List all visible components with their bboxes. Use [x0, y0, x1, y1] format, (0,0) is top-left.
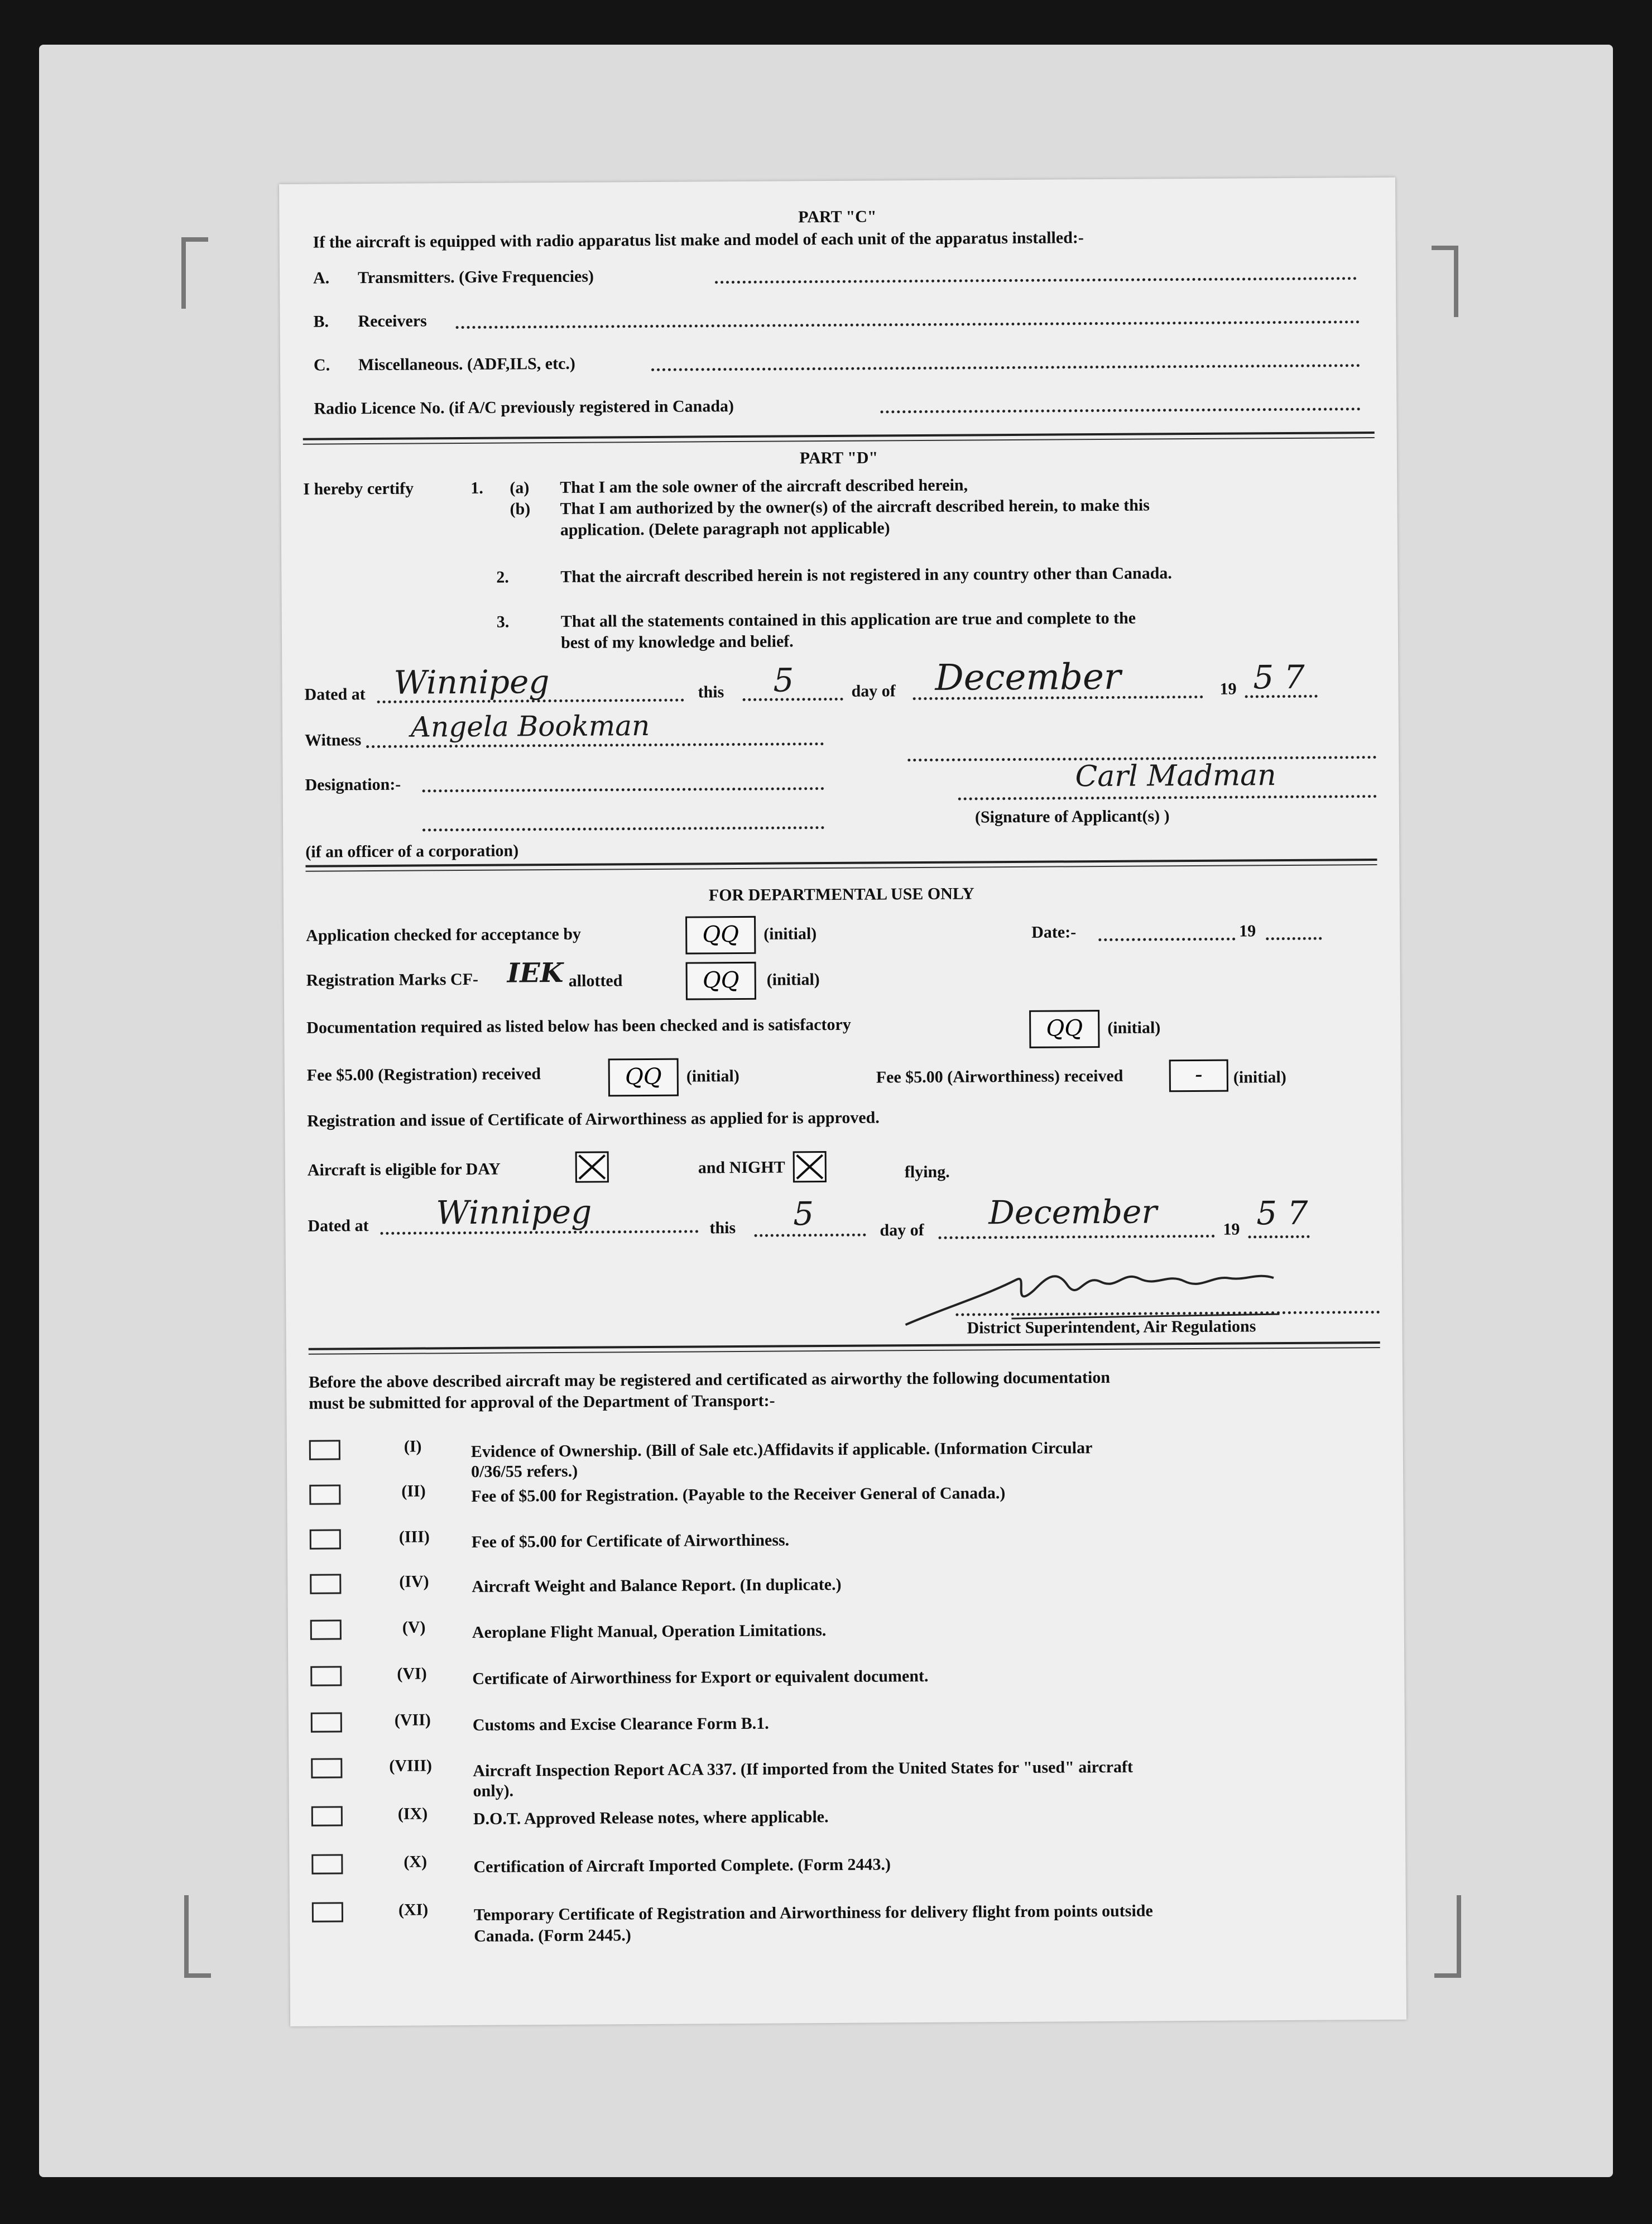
requirement-text: Certificate of Airworthiness for Export or equivalent document.	[472, 1666, 929, 1688]
witness-label: Witness	[304, 731, 362, 750]
approval-statement: Registration and issue of Certificate of Airworthiness as applied for is approved.	[307, 1108, 880, 1130]
requirement-text: Certification of Aircraft Imported Complete. (Form 2443.)	[473, 1855, 891, 1876]
handwritten-day: 5	[793, 1195, 814, 1233]
fee-registration-initial-box[interactable]: QQ	[608, 1058, 679, 1097]
requirement-text: Evidence of Ownership. (Bill of Sale etc.)Affidavits if applicable. (Information Circular	[470, 1439, 1093, 1461]
requirements-intro-cont: must be submitted for approval of the Department of Transport:-	[309, 1391, 775, 1413]
crop-mark-bottom-right	[1434, 1895, 1461, 1978]
requirement-text: Aeroplane Flight Manual, Operation Limitations.	[472, 1621, 827, 1642]
initial-label: (initial)	[686, 1066, 739, 1086]
allotted-initial-box[interactable]: QQ	[686, 962, 756, 1000]
checked-initial-box[interactable]: QQ	[685, 916, 756, 955]
requirement-checkbox[interactable]	[310, 1529, 341, 1549]
transmitters-line[interactable]	[715, 277, 1357, 284]
designation-label: Designation:-	[305, 775, 401, 794]
clause-3-text-cont: best of my knowledge and belief.	[560, 632, 794, 652]
date-label: Date:-	[1031, 923, 1077, 942]
requirement-checkbox[interactable]	[311, 1758, 342, 1778]
dated-at-label: Dated at	[308, 1216, 369, 1235]
requirement-checkbox[interactable]	[309, 1440, 340, 1460]
designation-line-2[interactable]	[422, 826, 824, 831]
registration-marks-label: Registration Marks CF-	[306, 970, 479, 990]
crop-mark-top-left	[181, 237, 208, 309]
clause-number: 2.	[496, 568, 509, 587]
clause-b-letter: (b)	[510, 500, 531, 519]
clause-1a-text: That I am the sole owner of the aircraft described herein,	[560, 476, 968, 497]
documentation-initial-box[interactable]: QQ	[1029, 1010, 1099, 1048]
designation-line[interactable]	[422, 787, 824, 792]
part-d-heading: PART "D"	[799, 448, 878, 468]
requirement-number: (IX)	[397, 1804, 428, 1823]
day-line[interactable]	[755, 1234, 866, 1237]
initial-label: (initial)	[766, 970, 820, 989]
requirement-text-cont: 0/36/55 refers.)	[470, 1461, 578, 1481]
requirement-number: (VII)	[394, 1710, 431, 1729]
requirement-number: (VI)	[397, 1664, 427, 1683]
clause-number: 3.	[496, 612, 510, 631]
miscellaneous-line[interactable]	[651, 364, 1360, 371]
certify-label: I hereby certify	[303, 479, 414, 499]
night-checkbox[interactable]	[793, 1151, 827, 1182]
part-c-intro: If the aircraft is equipped with radio apparatus list make and model of each unit of the apparatus installed:-	[313, 228, 1084, 252]
crop-mark-top-right	[1432, 246, 1458, 317]
handwritten-signature: Carl Madman	[1075, 759, 1276, 794]
crop-mark-bottom-left	[184, 1895, 211, 1978]
requirement-number: (II)	[401, 1482, 426, 1501]
year-line[interactable]	[1248, 1235, 1310, 1239]
requirement-text: Fee of $5.00 for Certificate of Airworthiness.	[471, 1531, 790, 1551]
day-of-label: day of	[851, 682, 896, 701]
handwritten-month: December	[988, 1192, 1158, 1232]
clause-a-letter: (a)	[510, 478, 530, 497]
item-c-letter: C.	[313, 356, 330, 375]
handwritten-year: 5 7	[1256, 1194, 1308, 1233]
initial-label: (initial)	[763, 924, 817, 943]
initial-label: (initial)	[1107, 1018, 1161, 1037]
fee-airworthiness-label: Fee $5.00 (Airworthiness) received	[876, 1066, 1123, 1087]
form-page	[279, 178, 1406, 2026]
requirement-checkbox[interactable]	[310, 1619, 342, 1640]
month-line[interactable]	[939, 1235, 1215, 1239]
requirement-number: (VIII)	[389, 1756, 433, 1775]
receivers-line[interactable]	[456, 320, 1360, 329]
receivers-label: Receivers	[358, 311, 427, 331]
requirement-checkbox[interactable]	[312, 1902, 343, 1922]
requirement-text: Aircraft Inspection Report ACA 337. (If imported from the United States for "used" aircraft	[473, 1757, 1134, 1780]
part-c-heading: PART "C"	[798, 207, 877, 227]
requirement-text: Aircraft Weight and Balance Report. (In duplicate.)	[472, 1575, 842, 1596]
fee-airworthiness-box[interactable]: -	[1169, 1060, 1228, 1092]
flying-label: flying.	[904, 1162, 950, 1182]
year-prefix: 19	[1219, 679, 1237, 698]
requirement-checkbox[interactable]	[311, 1806, 343, 1826]
requirement-text: Fee of $5.00 for Registration. (Payable to the Receiver General of Canada.)	[471, 1484, 1006, 1506]
allotted-label: allotted	[568, 971, 623, 990]
requirement-checkbox[interactable]	[309, 1484, 340, 1504]
handwritten-place: Winnipeg	[393, 663, 550, 702]
year-prefix: 19	[1223, 1220, 1240, 1239]
clause-1b-text-cont: application. (Delete paragraph not applicable)	[560, 519, 890, 539]
requirement-text-cont: Canada. (Form 2445.)	[474, 1926, 631, 1945]
this-label: this	[698, 683, 724, 702]
handwritten-year: 5 7	[1253, 658, 1305, 697]
date-year-prefix: 19	[1239, 922, 1256, 941]
radio-licence-label: Radio Licence No. (if A/C previously registered in Canada)	[314, 397, 734, 418]
officer-note: (if an officer of a corporation)	[305, 841, 519, 861]
fee-registration-label: Fee $5.00 (Registration) received	[306, 1065, 541, 1085]
handwritten-witness: Angela Bookman	[410, 709, 650, 744]
handwritten-day: 5	[773, 661, 794, 699]
night-label: and NIGHT	[698, 1158, 785, 1177]
requirement-number: (V)	[402, 1618, 426, 1637]
handwritten-month: December	[935, 656, 1121, 699]
miscellaneous-label: Miscellaneous. (ADF,ILS, etc.)	[358, 354, 575, 375]
departmental-heading: FOR DEPARTMENTAL USE ONLY	[708, 884, 974, 905]
requirement-number: (III)	[398, 1527, 430, 1546]
clause-3-text: That all the statements contained in this application are true and complete to the	[560, 608, 1136, 631]
checked-label: Application checked for acceptance by	[306, 924, 582, 945]
clause-1b-text: That I am authorized by the owner(s) of the aircraft described herein, to make this	[560, 496, 1150, 518]
requirement-checkbox[interactable]	[311, 1712, 342, 1732]
clause-number: 1.	[470, 478, 483, 497]
transmitters-label: Transmitters. (Give Frequencies)	[357, 267, 594, 287]
date-year-line[interactable]	[1266, 937, 1322, 941]
requirement-number: (IV)	[399, 1572, 429, 1591]
requirement-checkbox[interactable]	[311, 1854, 343, 1874]
requirement-number: (I)	[404, 1437, 422, 1456]
requirement-number: (X)	[404, 1852, 428, 1871]
date-line[interactable]	[1098, 938, 1235, 941]
checkmark-x-icon	[795, 1153, 825, 1181]
signature-of-applicant-label: (Signature of Applicant(s) )	[974, 807, 1170, 827]
dated-at-label: Dated at	[304, 685, 366, 704]
requirement-text-cont: only).	[473, 1781, 514, 1800]
requirement-text: D.O.T. Approved Release notes, where applicable.	[473, 1808, 829, 1828]
radio-licence-line[interactable]	[880, 408, 1360, 413]
requirement-number: (XI)	[398, 1900, 429, 1919]
requirement-checkbox[interactable]	[310, 1666, 342, 1686]
handwritten-registration-marks: IEK	[507, 957, 564, 989]
documentation-label: Documentation required as listed below has been checked and is satisfactory	[306, 1015, 851, 1037]
day-checkbox[interactable]	[575, 1151, 609, 1182]
eligible-day-label: Aircraft is eligible for DAY	[307, 1159, 501, 1180]
requirements-intro: Before the above described aircraft may be registered and certificated as airworthy the following documentation	[309, 1368, 1111, 1392]
clause-2-text: That the aircraft described herein is not registered in any country other than Canada.	[560, 564, 1172, 586]
requirement-text: Temporary Certificate of Registration and Airworthiness for delivery flight from points outside	[473, 1901, 1153, 1924]
initial-label: (initial)	[1233, 1068, 1286, 1087]
item-b-letter: B.	[313, 312, 329, 331]
item-a-letter: A.	[313, 269, 330, 287]
checkmark-x-icon	[577, 1153, 607, 1181]
requirement-checkbox[interactable]	[310, 1574, 341, 1594]
witness-line[interactable]	[366, 742, 824, 748]
handwritten-place: Winnipeg	[436, 1192, 592, 1232]
applicant-signature-line[interactable]	[958, 795, 1377, 801]
this-label: this	[709, 1219, 736, 1238]
day-of-label: day of	[880, 1220, 924, 1240]
requirement-text: Customs and Excise Clearance Form B.1.	[472, 1714, 769, 1734]
superintendent-label: District Superintendent, Air Regulations	[967, 1317, 1256, 1338]
